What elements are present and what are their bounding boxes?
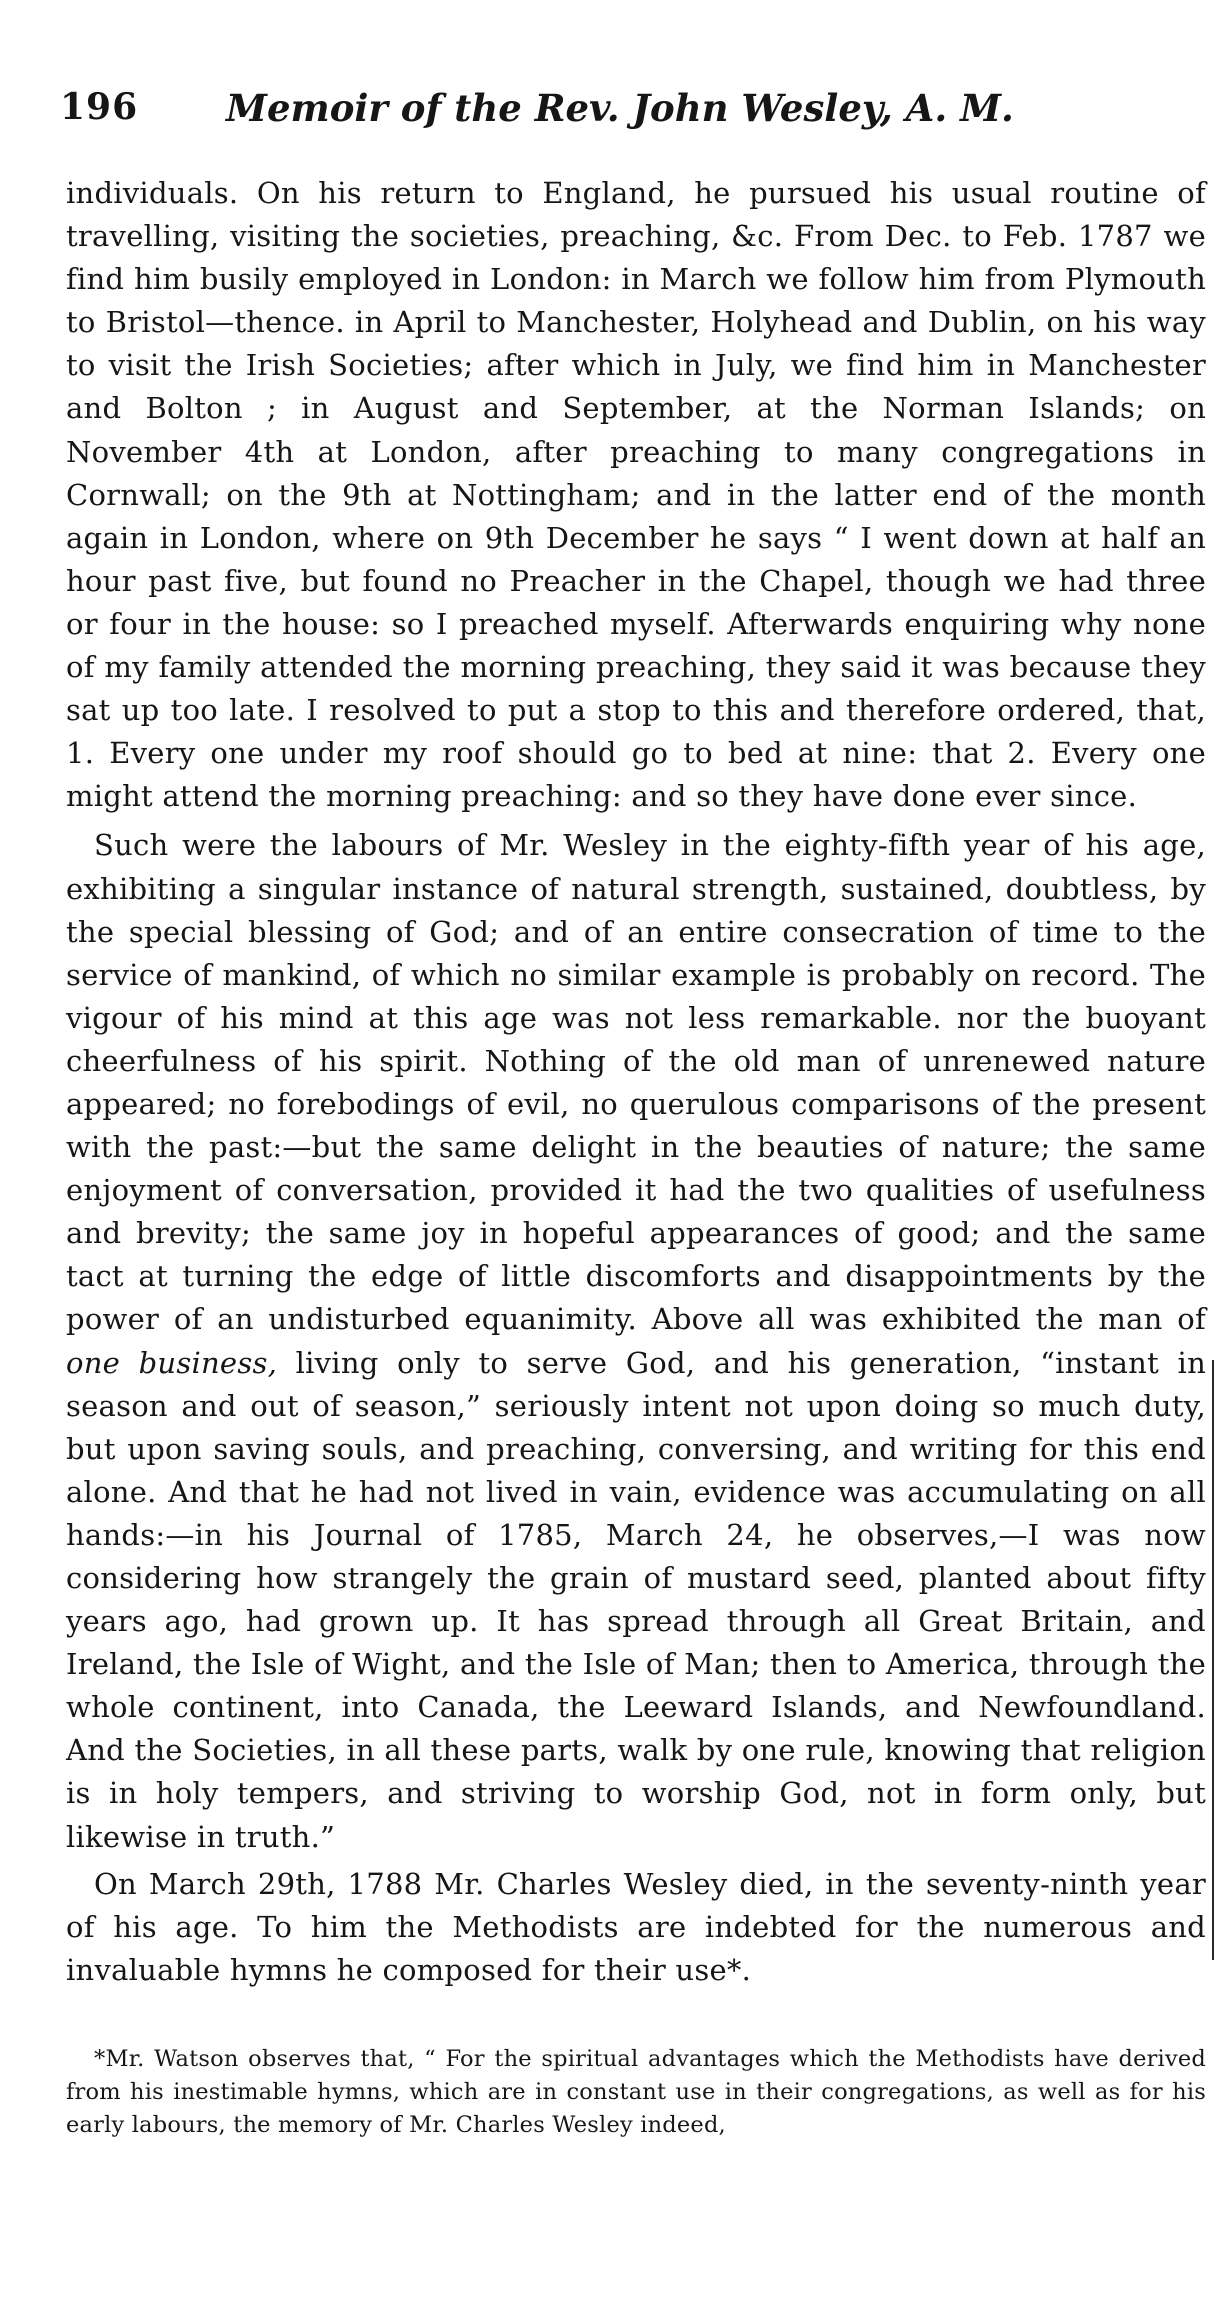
page-header [60, 86, 1180, 136]
paragraph-labours-text-end: living only to serve God, and his generation, “instant in season and out of season,” seriously intent not upon doing so much duty, but upon saving souls, and preaching, conversing, and writing for this end alone. And that he had not lived in vain, evidence was accumulating on all hands:—in his Journal of 1785, March 24, he observes,—I was now considering how strangely the grain of mustard seed, planted about fifty years ago, had grown up. It has spread through all Great Britain, and Ireland, the Isle of Wight, and the Isle of Man; then to America, through the whole continent, into Canada, the Leeward Islands, and Newfoundland. And the Societies, in all these parts, walk by one rule, knowing that religion is in holy tempers, and striving to worship God, not in form only, but likewise in truth.” [66, 1345, 1206, 1854]
page-number: 196 [60, 86, 139, 128]
body-text [66, 172, 1206, 2016]
paragraph-labours [66, 824, 1206, 1858]
footnote: *Mr. Watson observes that, “ For the spiritual advantages which the Methodists have derived from his inestimable hymns, which are in constant use in their congregations, as well as for his early labours, the memory of Mr. Charles Wesley indeed, [66, 2046, 1206, 2138]
running-title: Memoir of the Rev. John Wesley, A. M. [226, 86, 1014, 130]
paragraph-labours-text-start: Such were the labours of Mr. Wesley in the eighty-fifth year of his age, exhibiting a singular instance of natural strength, sustained, doubtless, by the special blessing of God; and of an entire consecration of time to the service of mankind, of which no similar example is probably on record. The vigour of his mind at this age was not less remarkable. nor the buoyant cheerfulness of his spirit. Nothing of the old man of unrenewed nature appeared; no forebodings of evil, no querulous comparisons of the present with the past:—but the same delight in the beauties of nature; the same enjoyment of conversation, provided it had the two qualities of usefulness and brevity; the same joy in hopeful appearances of good; and the same tact at turning the edge of little discomforts and disappointments by the power of an undisturbed equanimity. Above all was exhibited the man of [66, 828, 1206, 1337]
page-edge-line [1212, 1360, 1214, 1960]
paragraph-journal-itinerary: individuals. On his return to England, he pursued his usual routine of travelling, visiting the societies, preaching, &c. From Dec. to Feb. 1787 we find him busily employed in London: in March we follow him from Plymouth to Bristol—thence. in April to Manchester, Holyhead and Dublin, on his way to visit the Irish Societies; after which in July, we find him in Manchester and Bolton ; in August and September, at the Norman Islands; on November 4th at London, after preaching to many congregations in Cornwall; on the 9th at Nottingham; and in the latter end of the month again in London, where on 9th December he says “ I went down at half an hour past five, but found no Preacher in the Chapel, though we had three or four in the house: so I preached myself. Afterwards enquiring why none of my family attended the morning preaching, they said it was because they sat up too late. I resolved to put a stop to this and therefore ordered, that, 1. Every one under my roof should go to bed at nine: that 2. Every one might attend the morning preaching: and so they have done ever since. [66, 176, 1206, 814]
paragraph-charles-wesley: On March 29th, 1788 Mr. Charles Wesley died, in the seventy-ninth year of his age. To him the Methodists are indebted for the numerous and invaluable hymns he composed for their use*. [66, 1866, 1206, 1987]
paragraph-labours-italic-phrase: one business, [66, 1345, 278, 1380]
